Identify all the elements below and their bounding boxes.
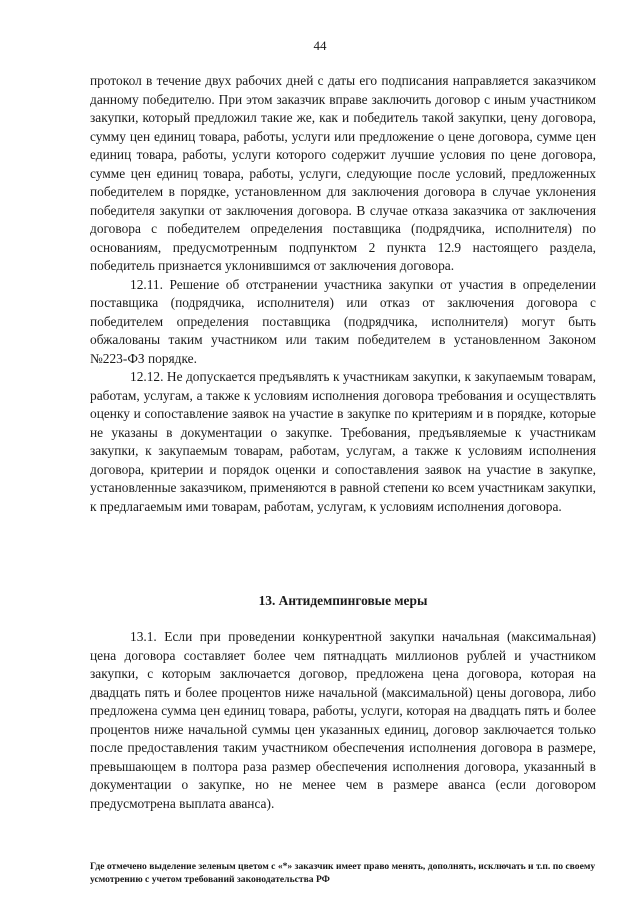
paragraph-12-11: 12.11. Решение об отстранении участника закупки от участия в определении поставщика (подрядчика, исполнителя) или отказ от заключения договора с победителем определения поставщика (подрядчика, исполнителя) могут быть обжалованы таким участником или таким победителем в установленном Законом №223-ФЗ порядке. [90, 276, 596, 366]
section-body [90, 628, 596, 813]
paragraph-continuation: протокол в течение двух рабочих дней с даты его подписания направляется заказчиком данному победителю. При этом заказчик вправе заключить договор с иным участником закупки, который предложил такие же, как и победитель такой закупки, цену договора, сумму цен единиц товара, работы, услуги или предложение о цене договора, сумме цен единиц товара, работы, услуги которого содержит лучшие условия по цене договора, сумме цен единиц товара, работы, услуги, следующие после условий, предложенных победителем в порядке, установленном для заключения договора в случае уклонения победителя закупки от заключения договора. В случае отказа заказчика от заключения договора с победителем определения поставщика (подрядчика, исполнителя) по основаниям, предусмотренным подпунктом 2 пункта 12.9 настоящего раздела, победитель признается уклонившимся от заключения договора. [90, 73, 596, 273]
page-number: 44 [313, 38, 327, 53]
paragraph-13-1: 13.1. Если при проведении конкурентной закупки начальная (максимальная) цена договора составляет более чем пятнадцать миллионов рублей и участником закупки, с которым заключается договор, предложена цена договора, которая на двадцать пять и более процентов ниже начальной (максимальной) цены договора, либо предложена сумма цен единиц товара, работы, услуги, которая на двадцать пять и более процентов ниже начальной суммы цен указанных единиц, договор заключается только после предоставления таким участником обеспечения исполнения договора в размере, превышающем в полтора раза размер обеспечения исполнения договора, указанный в документации о закупке, но не менее чем в размере аванса (если договором предусмотрена выплата аванса). [90, 629, 596, 811]
section-title: 13. Антидемпинговые меры [258, 593, 428, 608]
document-body [90, 72, 596, 516]
footer-note: Где отмечено выделение зеленым цветом с «*» заказчик имеет право менять, дополнять, исключать и т.п. по своему усмотрению с учетом требований законодательства РФ [90, 861, 596, 885]
paragraph-12-12: 12.12. Не допускается предъявлять к участникам закупки, к закупаемым товарам, работам, услугам, а также к условиям исполнения договора требования и осуществлять оценку и сопоставление заявок на участие в закупке по критериям и в порядке, которые не указаны в документации о закупке. Требования, предъявляемые к участникам закупки, к закупаемым товарам, работам, услугам, а также к условиям исполнения договора, критерии и порядок оценки и сопоставления заявок на участие в закупке, установленные заказчиком, применяются в равной степени ко всем участникам закупки, к предлагаемым ими товарам, работам, услугам, к условиям исполнения договора. [90, 369, 596, 514]
